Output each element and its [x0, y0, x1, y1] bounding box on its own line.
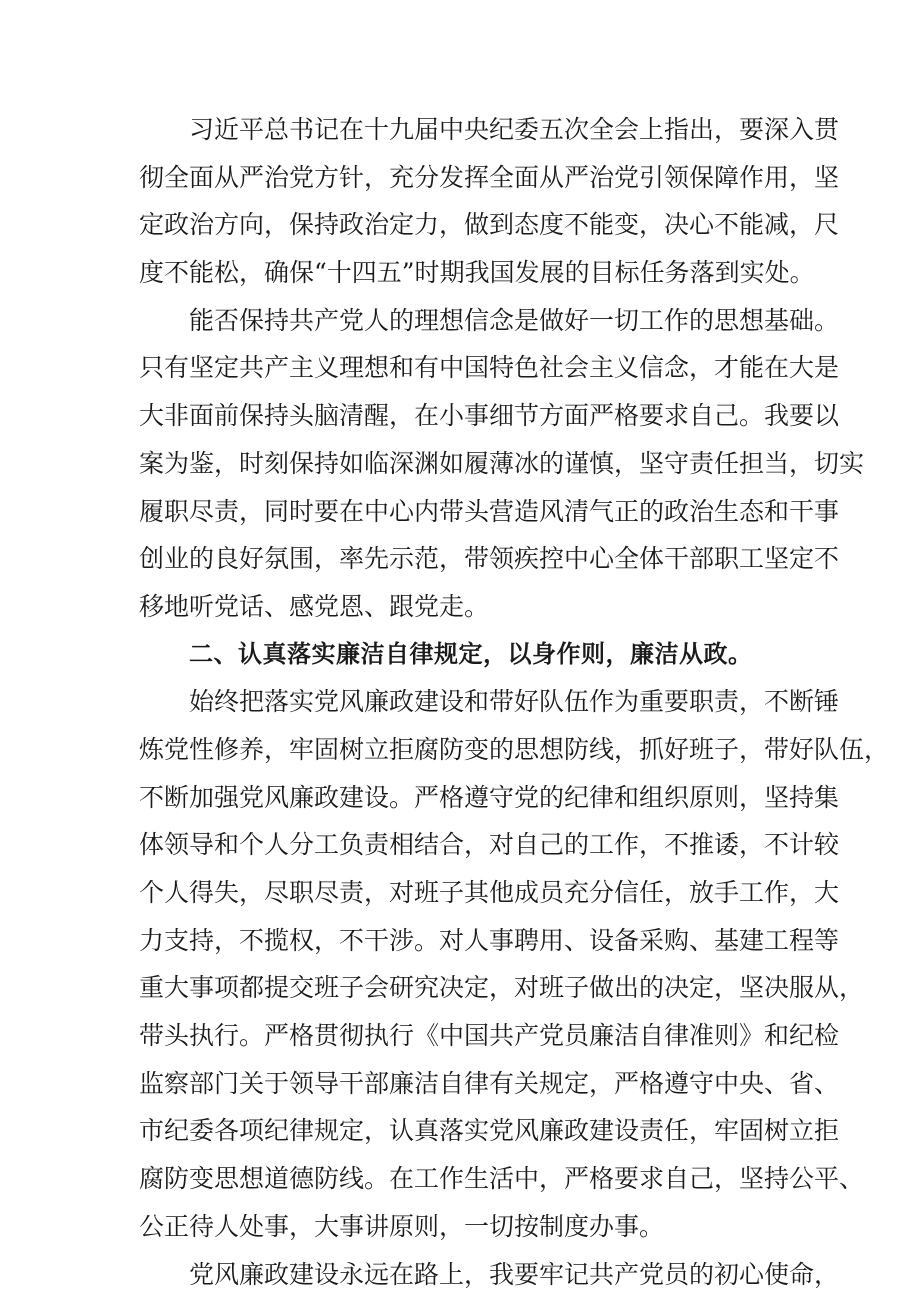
paragraph-line: 体领导和个人分工负责相结合，对自己的工作，不推诿，不计较 — [139, 830, 840, 860]
paragraph-line: 党风廉政建设永远在路上，我要牢记共产党员的初心使命， — [189, 1259, 840, 1289]
paragraph-line: 彻全面从严治党方针，充分发挥全面从严治党引领保障作用，坚 — [139, 162, 840, 192]
paragraph-line: 个人得失，尽职尽责，对班子其他成员充分信任，放手工作，大 — [139, 878, 840, 907]
document-body — [139, 106, 890, 1298]
paragraph-line: 腐防变思想道德防线。在工作生活中，严格要求自己，坚持公平、 — [139, 1164, 865, 1194]
paragraph-line: 炼党性修养，牢固树立拒腐防变的思想防线，抓好班子，带好队伍， — [139, 734, 890, 764]
paragraph-line: 定政治方向，保持政治定力，做到态度不能变，决心不能减，尺 — [139, 210, 840, 240]
paragraph-4 — [139, 1251, 840, 1299]
paragraph-line: 度不能松，确保“十四五”时期我国发展的目标任务落到实处。 — [139, 258, 815, 288]
paragraph-line: 习近平总书记在十九届中央纪委五次全会上指出，要深入贯 — [189, 115, 840, 144]
section-heading-text: 二、认真落实廉洁自律规定，以身作则，廉洁从政。 — [189, 639, 753, 668]
paragraph-line: 始终把落实党风廉政建设和带好队伍作为重要职责，不断锤 — [189, 687, 840, 717]
paragraph-line: 履职尽责，同时要在中心内带头营造风清气正的政治生态和干事 — [139, 496, 840, 526]
paragraph-line: 移地听党话、感党恩、跟党走。 — [139, 591, 490, 621]
paragraph-3 — [139, 678, 890, 1250]
paragraph-line: 力支持，不揽权，不干涉。对人事聘用、设备采购、基建工程等 — [139, 925, 840, 955]
section-heading — [139, 631, 791, 679]
paragraph-1 — [139, 106, 840, 297]
paragraph-line: 带头执行。严格贯彻执行《中国共产党员廉洁自律准则》和纪检 — [139, 1021, 840, 1051]
paragraph-line: 只有坚定共产主义理想和有中国特色社会主义信念，才能在大是 — [139, 353, 840, 383]
paragraph-line: 不断加强党风廉政建设。严格遵守党的纪律和组织原则，坚持集 — [139, 782, 840, 812]
paragraph-line: 案为鉴，时刻保持如临深渊如履薄冰的谨慎，坚守责任担当，切实 — [139, 448, 865, 478]
paragraph-line: 市纪委各项纪律规定，认真落实党风廉政建设责任，牢固树立拒 — [139, 1116, 840, 1146]
paragraph-line: 监察部门关于领导干部廉洁自律有关规定，严格遵守中央、省、 — [139, 1068, 840, 1098]
paragraph-line: 大非面前保持头脑清醒，在小事细节方面严格要求自己。我要以 — [139, 401, 840, 431]
paragraph-line: 创业的良好氛围，率先示范，带领疾控中心全体干部职工坚定不 — [139, 544, 840, 574]
paragraph-line: 重大事项都提交班子会研究决定，对班子做出的决定，坚决服从， — [139, 973, 865, 1003]
paragraph-line: 公正待人处事，大事讲原则，一切按制度办事。 — [139, 1211, 665, 1241]
paragraph-line: 能否保持共产党人的理想信念是做好一切工作的思想基础。 — [189, 305, 840, 335]
paragraph-2 — [139, 297, 865, 631]
